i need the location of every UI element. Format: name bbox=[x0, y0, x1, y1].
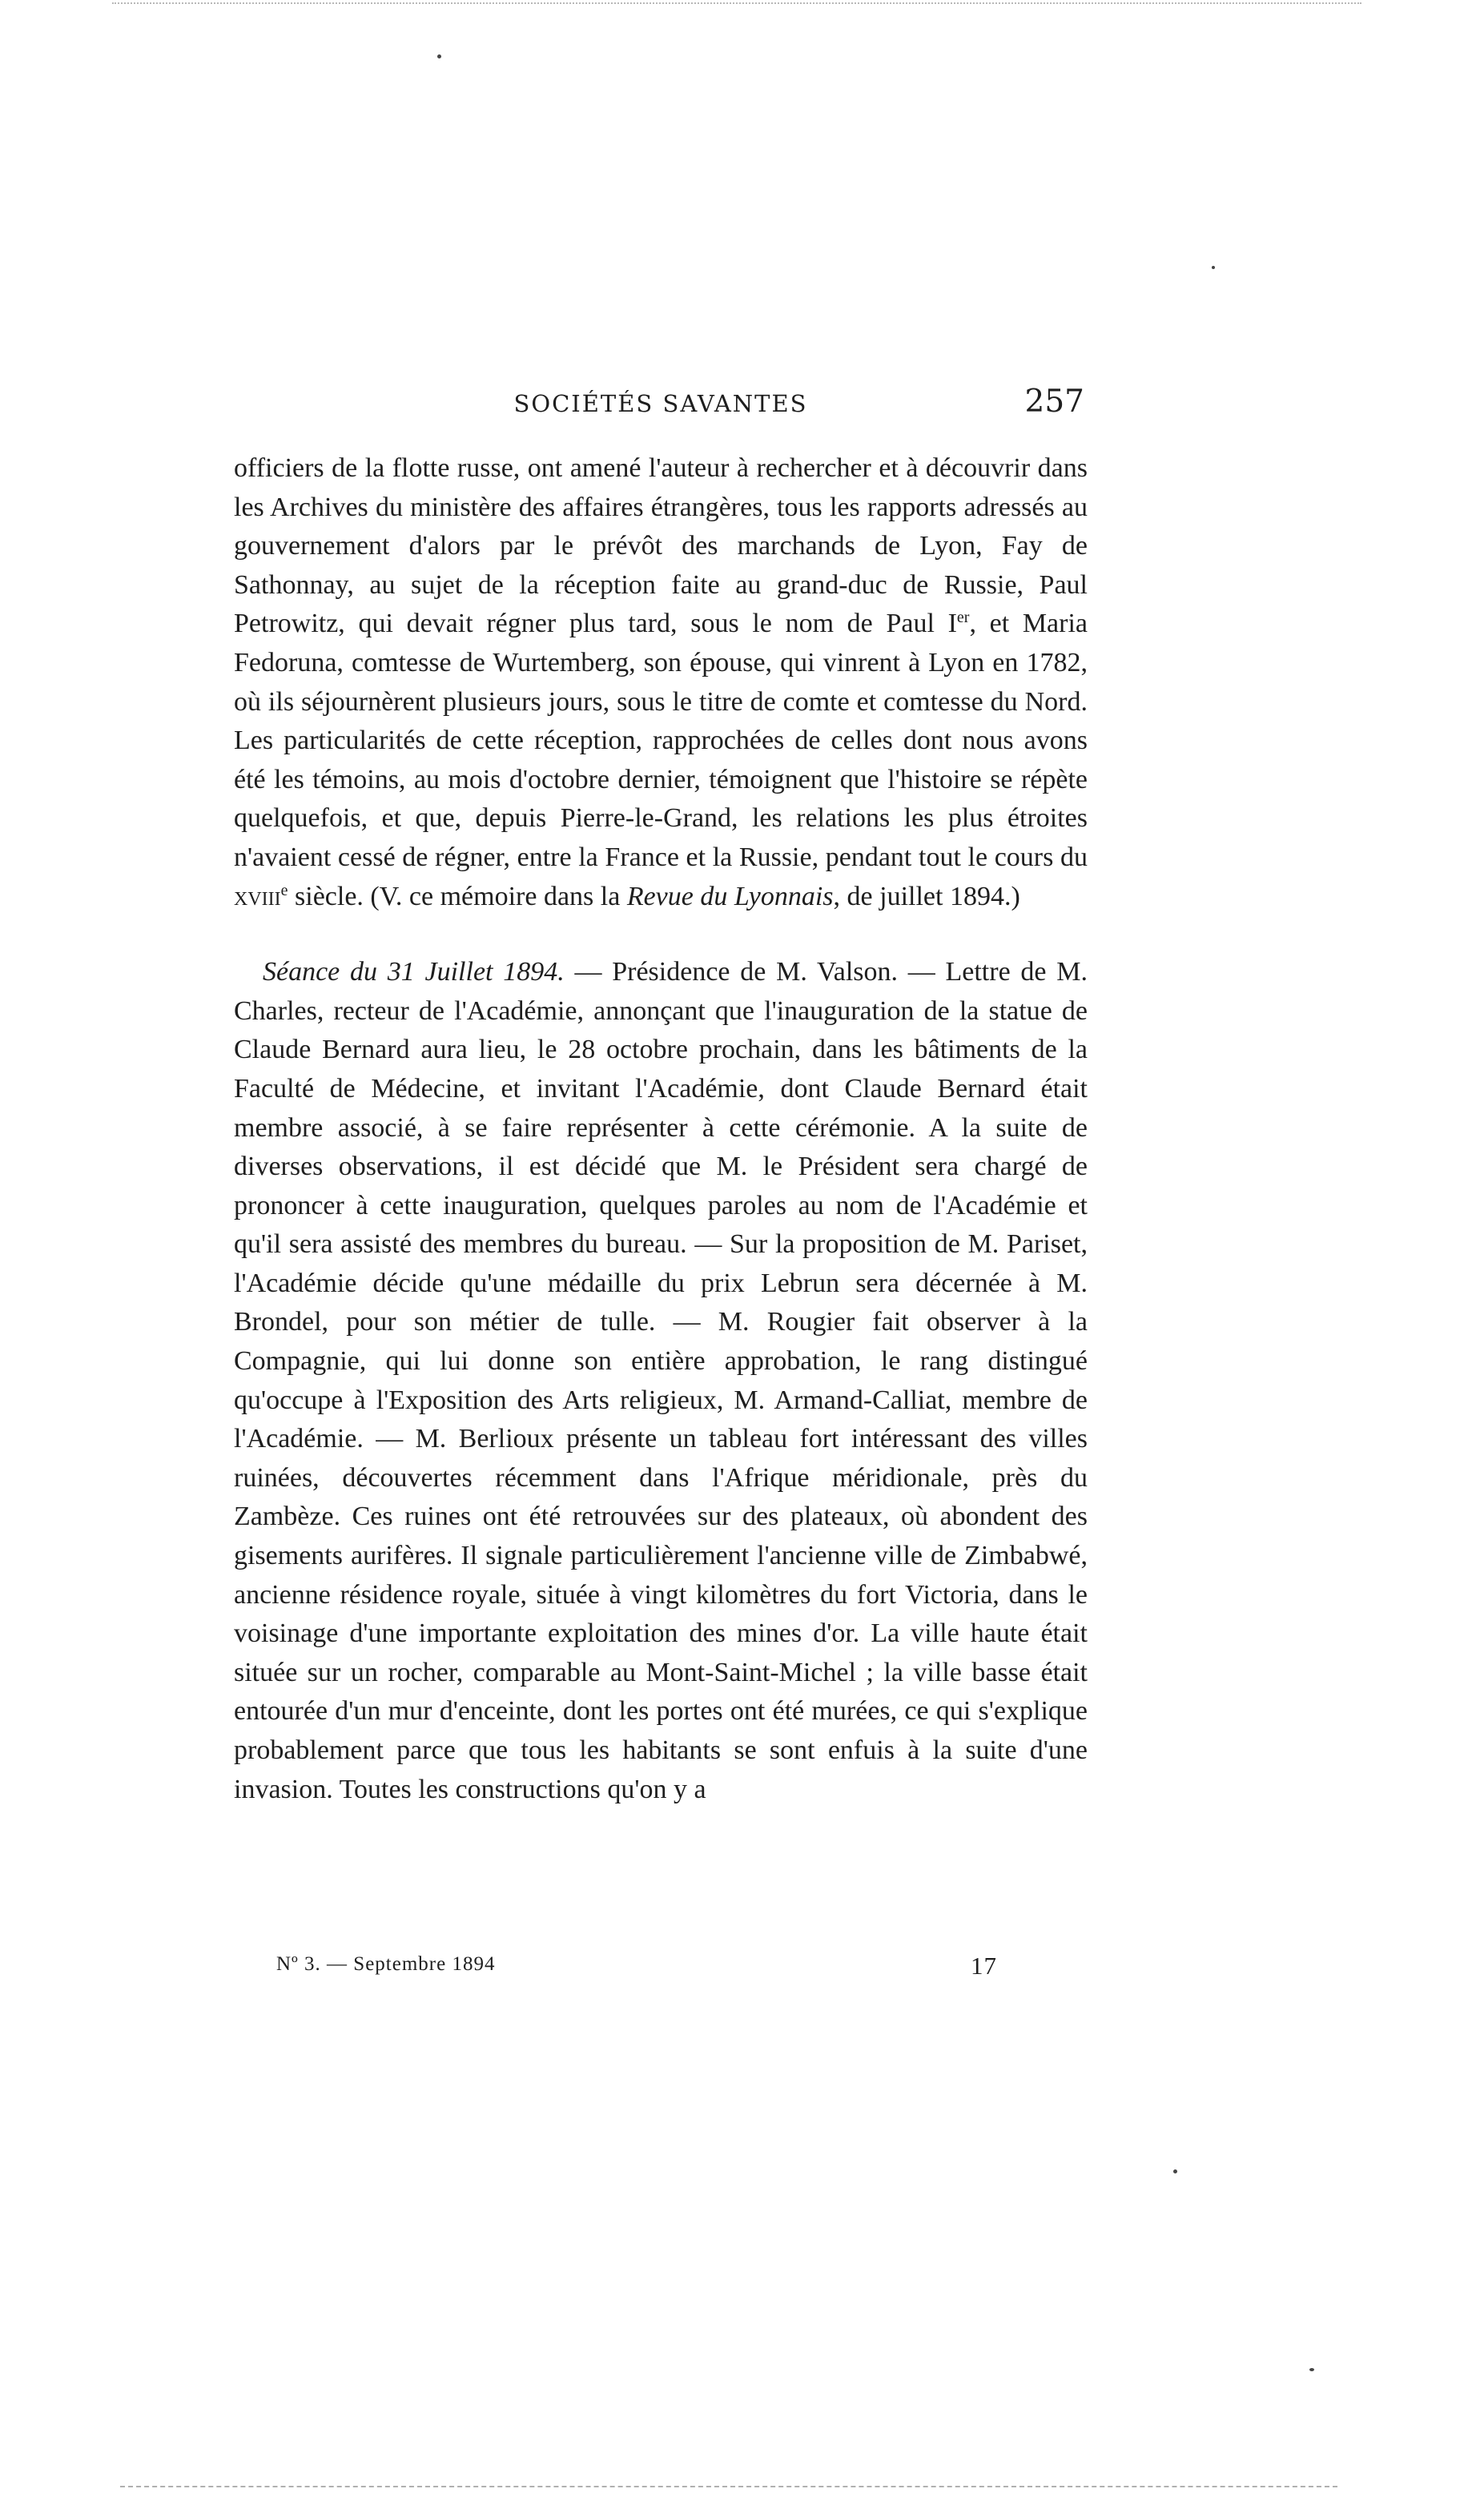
text-run: , de juillet 1894.) bbox=[833, 881, 1020, 911]
journal-title: Revue du Lyonnais bbox=[626, 881, 834, 911]
text-run: , et Maria Fedoruna, comtesse de Wurtemberg, son épouse, qui vinrent à Lyon en 1782, où ils séjournèrent plusieurs jours, sous le titre de comte et comtesse du Nord. Les particularités de cette réception, rapprochées de celles dont nous avons été les témoins, au mois d'octobre dernier, témoignent que l'histoire se répète quelquefois, et que, depuis Pierre-le-Grand, les relations les plus étroites n'avaient cessé de régner, entre la France et la Russie, pendant tout le cours du bbox=[234, 609, 1088, 872]
scan-speck bbox=[1309, 2368, 1314, 2371]
scan-speck bbox=[1173, 2169, 1177, 2173]
superscript: e bbox=[280, 881, 288, 899]
page-number: 257 bbox=[1024, 384, 1084, 420]
paragraph bbox=[234, 449, 1088, 916]
page-footer bbox=[276, 1953, 997, 1985]
scan-speck bbox=[437, 54, 441, 58]
text-run: — Présidence de M. Valson. — Lettre de M. Charles, recteur de l'Académie, annonçant que l'inauguration de la statue de Claude Bernard aura lieu, le 28 octobre prochain, dans les bâtiments de la Faculté de Médecine, et invitant l'Académie, dont Claude Bernard était membre associé, à se faire représenter à cette cérémonie. A la suite de diverses observations, il est décidé que M. le Président sera chargé de prononcer à cette inauguration, quelques paroles au nom de l'Académie et qu'il sera assisté des membres du bureau. — Sur la proposition de M. Pariset, l'Académie décide qu'une médaille du prix Lebrun sera décernée à M. Brondel, pour son métier de tulle. — M. Rougier fait observer à la Compagnie, qui lui donne son entière approbation, le rang distingué qu'occupe à l'Exposition des Arts religieux, M. Armand-Calliat, membre de l'Académie. — M. Berlioux présente un tableau fort intéressant des villes ruinées, découvertes récemment dans l'Afrique méridionale, près du Zambèze. Ces ruines ont été retrouvées sur des plateaux, où abondent des gisements aurifères. Il signale particulièrement l'ancienne ville de Zimbabwé, ancienne résidence royale, située à vingt kilomètres du fort Victoria, dans le voisinage d'une importante exploitation des mines d'or. La ville haute était située sur un rocher, comparable au Mont-Saint-Michel ; la ville basse était entourée d'un mur d'enceinte, dont les portes ont été murées, ce qui s'explique probablement parce que tous les habitants se sont enfuis à la suite d'une invasion. Toutes les constructions qu'on y a bbox=[234, 957, 1088, 1804]
running-title: SOCIÉTÉS SAVANTES bbox=[513, 390, 808, 417]
session-heading: Séance du 31 Juillet 1894. bbox=[263, 957, 565, 987]
paragraph bbox=[234, 953, 1088, 1809]
body-text bbox=[234, 449, 1088, 1809]
top-edge-rule bbox=[112, 2, 1361, 4]
superscript: er bbox=[956, 609, 970, 627]
text-run: siècle. (V. ce mémoire dans la bbox=[288, 881, 627, 911]
century-numeral: xviii bbox=[234, 881, 281, 911]
text-run: officiers de la flotte russe, ont amené l'auteur à rechercher et à découvrir dans les Archives du ministère des affaires étrangères, tous les rapports adressés au gouvernement d'alors par le prévôt des marchands de Lyon, Fay de Sathonnay, au sujet de la réception faite au grand-duc de Russie, Paul Petrowitz, qui devait régner plus tard, sous le nom de Paul I bbox=[234, 453, 1088, 639]
bottom-edge-rule bbox=[120, 2486, 1337, 2487]
page-header bbox=[234, 384, 1088, 433]
issue-line: Nº 3. — Septembre 1894 bbox=[276, 1953, 496, 1975]
signature-mark: 17 bbox=[971, 1952, 997, 1980]
scan-speck bbox=[1212, 266, 1215, 269]
